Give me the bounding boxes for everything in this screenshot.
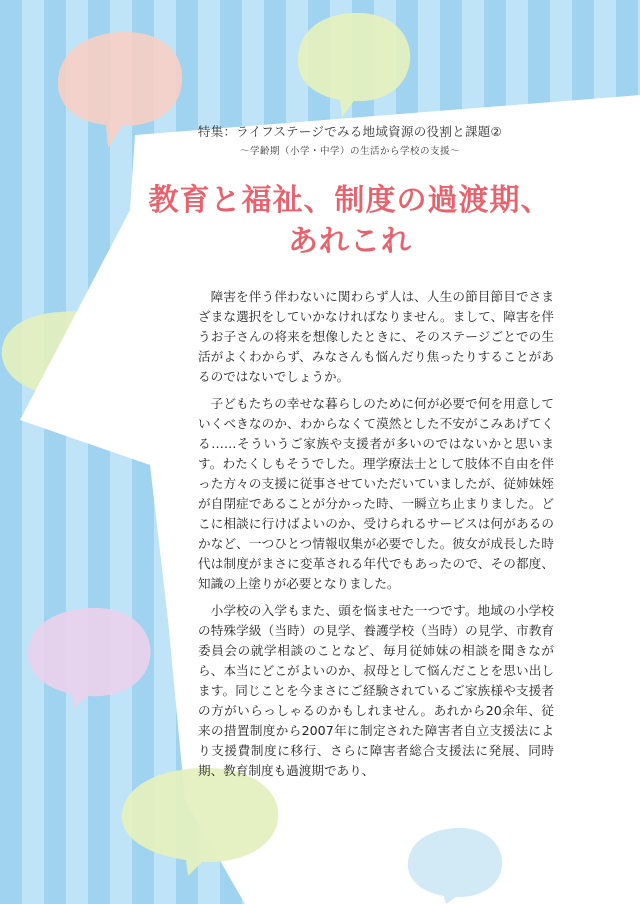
series-title: 特集：ライフステージでみる地域資源の役割と課題② (197, 124, 503, 139)
title-line-1: 教育と福祉、制度の過渡期、 (148, 183, 552, 218)
article-body (198, 287, 554, 788)
article-header (150, 122, 550, 157)
body-paragraph: 子どもたちの幸せな暮らしのために何が必要で何を用意していくべきなのか、わからなくて漠然とした不安がこみあげてくる……そういうご家族や支援者が多いのではないかと思います。わたくしもそうでした。理学療法士として肢体不自由を伴った方々の支援に従事させていただいていましたが、従姉妹姪が自閉症であることが分かった時、一瞬立ち止まりました。どこに相談に行けばよいのか、受けられるサービスは何があるのかなど、一つひとつ情報収集が必要でした。彼女が成長した時代は制度がまさに変革される年代でもあったので、その都度、知識の上塗りが必要となりました。 (198, 396, 555, 591)
body-paragraph: 小学校の入学もまた、頭を悩ませた一つです。地域の小学校の特殊学級（当時）の見学、養護学校（当時）の見学、市教育委員会の就学相談のことなど、毎月従姉妹の相談を聞きながら、本当にどこがよいのか、叔母として悩んだことを思い出します。同じことを今まさにご経験されているご家族様や支援者の方がいらっしゃるのかもしれません。あれから20余年、従来の措置制度から2007年に制定された障害者自立支援法により支援費制度に移行、さらに障害者総合支援法に発展、同時期、教育制度も過渡期であり、 (198, 603, 555, 778)
body-paragraph: 障害を伴う伴わないに関わらず人は、人生の節目節目でさまざまな選択をしていかなければなりません。まして、障害を伴うお子さんの将来を想像したときに、そのステージごとでの生活がよくわからず、みなさんも悩んだり焦ったりすることがあるのではないでしょうか。 (198, 289, 554, 384)
article-title (140, 180, 560, 262)
series-subtitle: 〜学齢期（小学・中学）の生活から学校の支援〜 (239, 146, 460, 157)
blue-speech-bubble-bottom (400, 822, 510, 904)
title-line-2: あれこれ (288, 224, 412, 259)
